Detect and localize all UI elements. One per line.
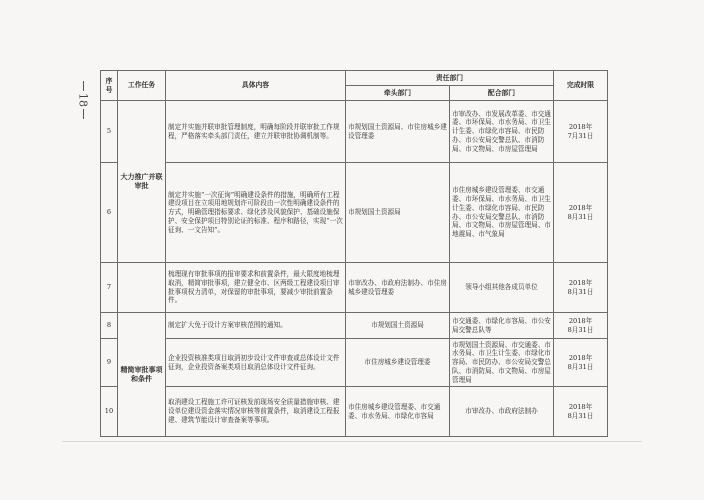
row-content: 梳理现有审批事项的报审要求和前置条件，最大限度地梳理取消，精简审批事项，建立健全市、区两级工程建设项目审批事项权力清单，对保留的审批事项，要减少审批前置条件。 [166,263,346,313]
row-deadline: 2018年 8月31日 [554,339,608,387]
page-number-rule-top [83,81,84,91]
row-seq: 8 [101,313,118,339]
row-lead: 市住房城乡建设管理委、市交通委、市水务局、市绿化市容局 [346,387,450,437]
row-deadline: 2018年 7月31日 [554,101,608,163]
row-deadline: 2018年 8月31日 [554,387,608,437]
row-content: 制定并实施并联审批管理制度，明确每阶段并联审批工作规程，严格落实牵头部门责任，建立并联审批协调机制等。 [166,101,346,163]
row-content: 制定扩大免于设计方案审核范围的通知。 [166,313,346,339]
task-group-1: 大力推广并联审批 [118,101,166,263]
header-lead: 牵头部门 [346,86,450,101]
row-coop: 市住房城乡建设管理委、市交通委、市环保局、市水务局、市卫生计生委、市绿化市容局、市民防办、市公安局交警总队、市消防局、市文物局、市房屋管理局、市地震局、市气象局 [450,163,554,263]
task-group-2: 精简审批事项和条件 [118,313,166,437]
row-coop: 市审改办、市政府法制办 [450,387,554,437]
row-coop: 领导小组其他各成员单位 [450,263,554,313]
header-seq: 序号 [101,71,118,101]
task-empty [118,263,166,313]
page-bottom-divider [62,441,642,442]
table-row [101,387,608,437]
row-content: 取消建设工程施工许可证核发前现场安全质量措施审核、建设单位建设资金落实情况审核等前置条件，取消建设工程报建、建筑节能设计审查备案等事项。 [166,387,346,437]
row-lead: 市规划国土资源局、市住房城乡建设管理委 [346,101,450,163]
header-content: 具体内容 [166,71,346,101]
table-row [101,263,608,313]
row-content: 制定并实施“一次征询”明确建设条件的措施，明确所有工程建设项目在立项用地规划许可阶段由一次性明确建设条件的方式，明确管理指标要求、绿化涉及风貌保护、基础设施保护、安全保护项目特别论证的标准、程序和路径，实现“一次征询、一文告知”。 [166,163,346,263]
row-deadline: 2018年 8月31日 [554,313,608,339]
row-coop: 市审改办、市发展改革委、市交通委、市环保局、市水务局、市卫生计生委、市绿化市容局、市民防办、市公安局交警总队、市消防局、市文物局、市房屋管理局 [450,101,554,163]
row-coop: 市交通委、市绿化市容局、市公安局交警总队等 [450,313,554,339]
row-seq: 5 [101,101,118,163]
row-content: 企业投资核准类项目取消初步设计文件审查或总体设计文件征询，企业投资备案类项目取消总体设计文件征询。 [166,339,346,387]
row-lead: 市规划国土资源局 [346,163,450,263]
page-number [76,70,90,130]
table-row [101,339,608,387]
page-number-rule-bottom [83,109,84,119]
row-seq: 6 [101,163,118,263]
table-row [101,163,608,263]
row-deadline: 2018年 8月31日 [554,263,608,313]
table-row [101,313,608,339]
row-coop: 市规划国土资源局、市交通委、市水务局、市卫生计生委、市绿化市容局、市民防办、市公安局交警总队、市消防局、市文物局、市房屋管理局 [450,339,554,387]
row-seq: 9 [101,339,118,387]
table-row [101,101,608,163]
row-deadline: 2018年 8月31日 [554,163,608,263]
header-task: 工作任务 [118,71,166,101]
row-lead: 市住房城乡建设管理委 [346,339,450,387]
header-deadline: 完成时限 [554,71,608,101]
row-lead: 市审改办、市政府法制办、市住房城乡建设管理委 [346,263,450,313]
page-number-text: 18 [76,93,90,107]
row-seq: 10 [101,387,118,437]
header-responsible: 责任部门 [346,71,554,86]
row-lead: 市规划国土资源局 [346,313,450,339]
header-coop: 配合部门 [450,86,554,101]
responsibility-table [100,70,608,437]
row-seq: 7 [101,263,118,313]
